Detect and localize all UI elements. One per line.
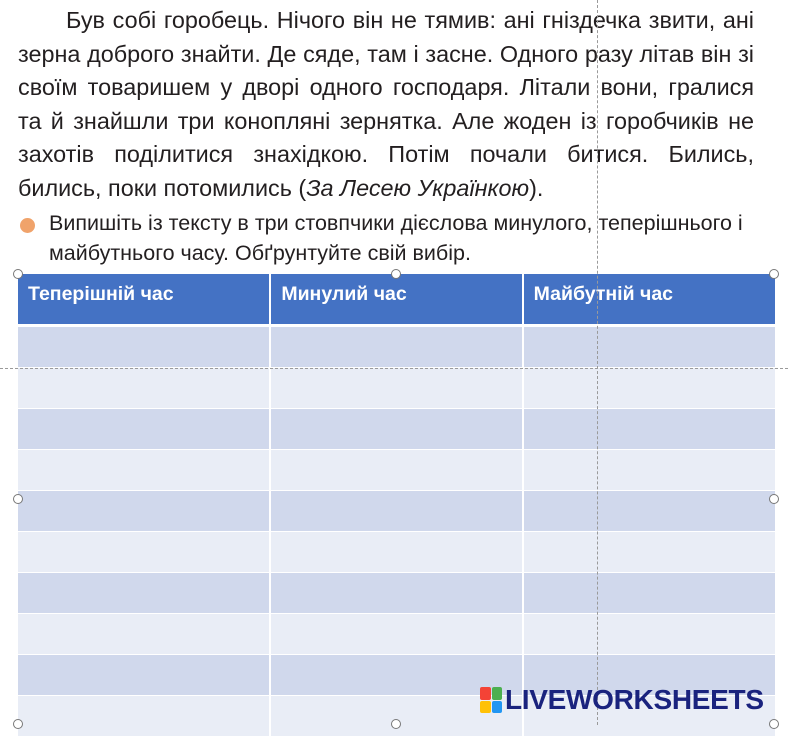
- table-cell[interactable]: [523, 367, 775, 408]
- logo-square-blue: [492, 701, 503, 714]
- logo-square-red: [480, 687, 491, 700]
- table-cell[interactable]: [523, 490, 775, 531]
- liveworksheets-watermark: [480, 682, 764, 718]
- table-cell[interactable]: [18, 367, 270, 408]
- liveworksheets-logo-icon: [480, 687, 502, 713]
- reading-source: За Лесею Українкою: [306, 174, 530, 201]
- verb-table: [18, 274, 775, 737]
- table-cell[interactable]: [523, 613, 775, 654]
- header-future-tense: Майбутній час: [523, 274, 775, 325]
- verb-table-container[interactable]: [18, 274, 775, 724]
- table-row: [18, 325, 775, 367]
- table-cell[interactable]: [18, 531, 270, 572]
- reading-paragraph: [18, 4, 754, 206]
- resize-handle-top-left[interactable]: [13, 269, 23, 279]
- table-cell[interactable]: [523, 408, 775, 449]
- resize-handle-top-right[interactable]: [769, 269, 779, 279]
- table-cell[interactable]: [523, 572, 775, 613]
- table-row: [18, 449, 775, 490]
- table-cell[interactable]: [18, 695, 270, 736]
- task-text: Випишіть із тексту в три стовпчики дієслова минулого, теперішнього і майбутнього часу. Обґрунтуйте свій вибір.: [49, 211, 743, 265]
- table-cell[interactable]: [270, 613, 522, 654]
- table-row: [18, 572, 775, 613]
- table-row: [18, 490, 775, 531]
- table-cell[interactable]: [523, 449, 775, 490]
- table-cell[interactable]: [270, 367, 522, 408]
- table-header-row: [18, 274, 775, 325]
- resize-handle-bottom-center[interactable]: [391, 719, 401, 729]
- resize-handle-bottom-right[interactable]: [769, 719, 779, 729]
- bullet-dot-icon: [20, 218, 35, 233]
- horizontal-guide-line: [0, 368, 788, 369]
- table-row: [18, 613, 775, 654]
- resize-handle-middle-right[interactable]: [769, 494, 779, 504]
- header-present-tense: Теперішній час: [18, 274, 270, 325]
- watermark-text: LIVEWORKSHEETS: [505, 684, 764, 715]
- table-cell[interactable]: [270, 531, 522, 572]
- reading-closing: ).: [529, 174, 544, 201]
- table-cell[interactable]: [270, 490, 522, 531]
- header-past-tense: Минулий час: [270, 274, 522, 325]
- resize-handle-bottom-left[interactable]: [13, 719, 23, 729]
- table-cell[interactable]: [523, 325, 775, 367]
- vertical-guide-line: [597, 0, 598, 725]
- table-cell[interactable]: [270, 449, 522, 490]
- resize-handle-top-center[interactable]: [391, 269, 401, 279]
- table-row: [18, 531, 775, 572]
- table-cell[interactable]: [18, 490, 270, 531]
- table-cell[interactable]: [523, 531, 775, 572]
- logo-square-green: [492, 687, 503, 700]
- resize-handle-middle-left[interactable]: [13, 494, 23, 504]
- table-cell[interactable]: [18, 449, 270, 490]
- table-cell[interactable]: [18, 325, 270, 367]
- table-cell[interactable]: [18, 572, 270, 613]
- table-row: [18, 367, 775, 408]
- table-cell[interactable]: [270, 572, 522, 613]
- table-cell[interactable]: [18, 408, 270, 449]
- reading-text: Був собі горобець. Нічого він не тямив: ані гніздечка звити, ані зерна доброго знайти. Де сяде, там і засне. Одного разу літав він зі своїм товаришем у дворі одного господаря. Літали вони, гралися та й знайшли три конопляні зернятка. Але жоден із горобчиків не захотів поділитися знахідкою. Потім почали битися. Бились, бились, поки потомились (: [18, 7, 754, 201]
- logo-square-yellow: [480, 701, 491, 714]
- table-cell[interactable]: [18, 654, 270, 695]
- table-cell[interactable]: [18, 613, 270, 654]
- table-cell[interactable]: [270, 408, 522, 449]
- table-row: [18, 408, 775, 449]
- table-cell[interactable]: [270, 325, 522, 367]
